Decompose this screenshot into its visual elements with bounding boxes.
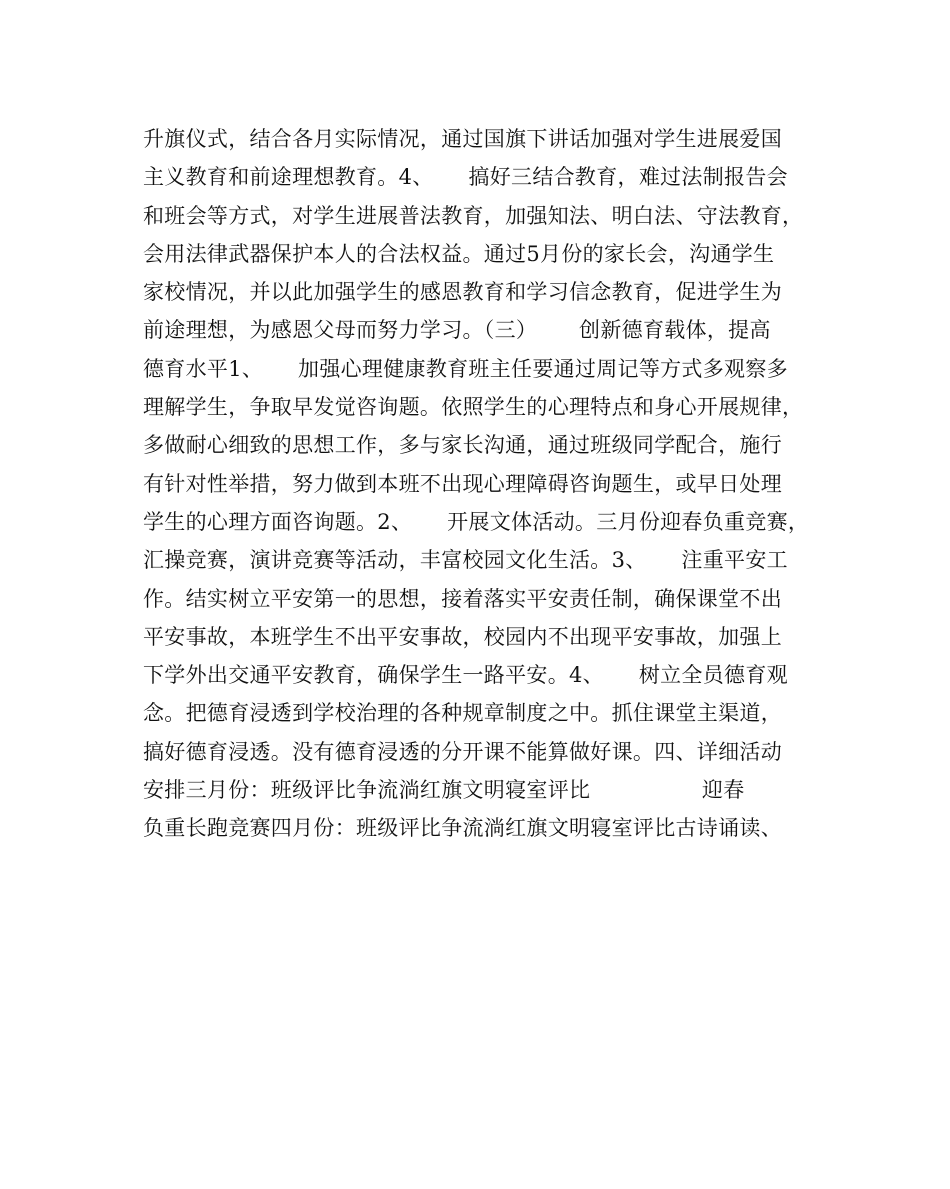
text-line: 安排三月份：班级评比争流淌红旗文明寝室评比 迎春 (143, 778, 745, 803)
body-text (143, 120, 823, 848)
text-line: 多做耐心细致的思想工作，多与家长沟通，通过班级同学配合，施行 (143, 433, 782, 458)
text-line: 作。结实树立平安第一的思想，接着落实平安责任制，确保课堂不出 (143, 586, 782, 611)
text-line: 主义教育和前途理想教育。4、 搞好三结合教育，难过法制报告会 (143, 165, 788, 190)
text-line: 会用法律武器保护本人的合法权益。通过5月份的家长会，沟通学生 (143, 241, 775, 266)
text-line: 有针对性举措，努力做到本班不出现心理障碍咨询题生，或早日处理 (143, 471, 782, 496)
text-line: 德育水平1、 加强心理健康教育班主任要通过周记等方式多观察多 (143, 356, 788, 381)
text-line: 升旗仪式，结合各月实际情况，通过国旗下讲话加强对学生进展爱国 (143, 127, 782, 151)
text-line: 念。把德育浸透到学校治理的各种规章制度之中。抓住课堂主渠道， (143, 701, 782, 726)
text-line: 下学外出交通平安教育，确保学生一路平安。4、 树立全员德育观 (143, 663, 788, 688)
text-line: 汇操竞赛，演讲竞赛等活动，丰富校园文化生活。3、 注重平安工 (143, 548, 788, 573)
text-line: 理解学生，争取早发觉咨询题。依照学生的心理特点和身心开展规律， (143, 395, 804, 420)
text-line: 搞好德育浸透。没有德育浸透的分开课不能算做好课。四、详细活动 (143, 739, 782, 764)
text-line: 负重长跑竞赛四月份：班级评比争流淌红旗文明寝室评比古诗诵读、 (143, 816, 782, 841)
text-line: 家校情况，并以此加强学生的感恩教育和学习信念教育，促进学生为 (143, 280, 782, 305)
text-line: 平安事故，本班学生不出平安事故，校园内不出现平安事故，加强上 (143, 624, 782, 649)
text-line: 和班会等方式，对学生进展普法教育，加强知法、明白法、守法教育， (143, 203, 804, 228)
text-line: 学生的心理方面咨询题。2、 开展文体活动。三月份迎春负重竞赛， (143, 509, 810, 534)
text-line: 前途理想，为感恩父母而努力学习。（三） 创新德育载体，提高 (143, 318, 771, 343)
